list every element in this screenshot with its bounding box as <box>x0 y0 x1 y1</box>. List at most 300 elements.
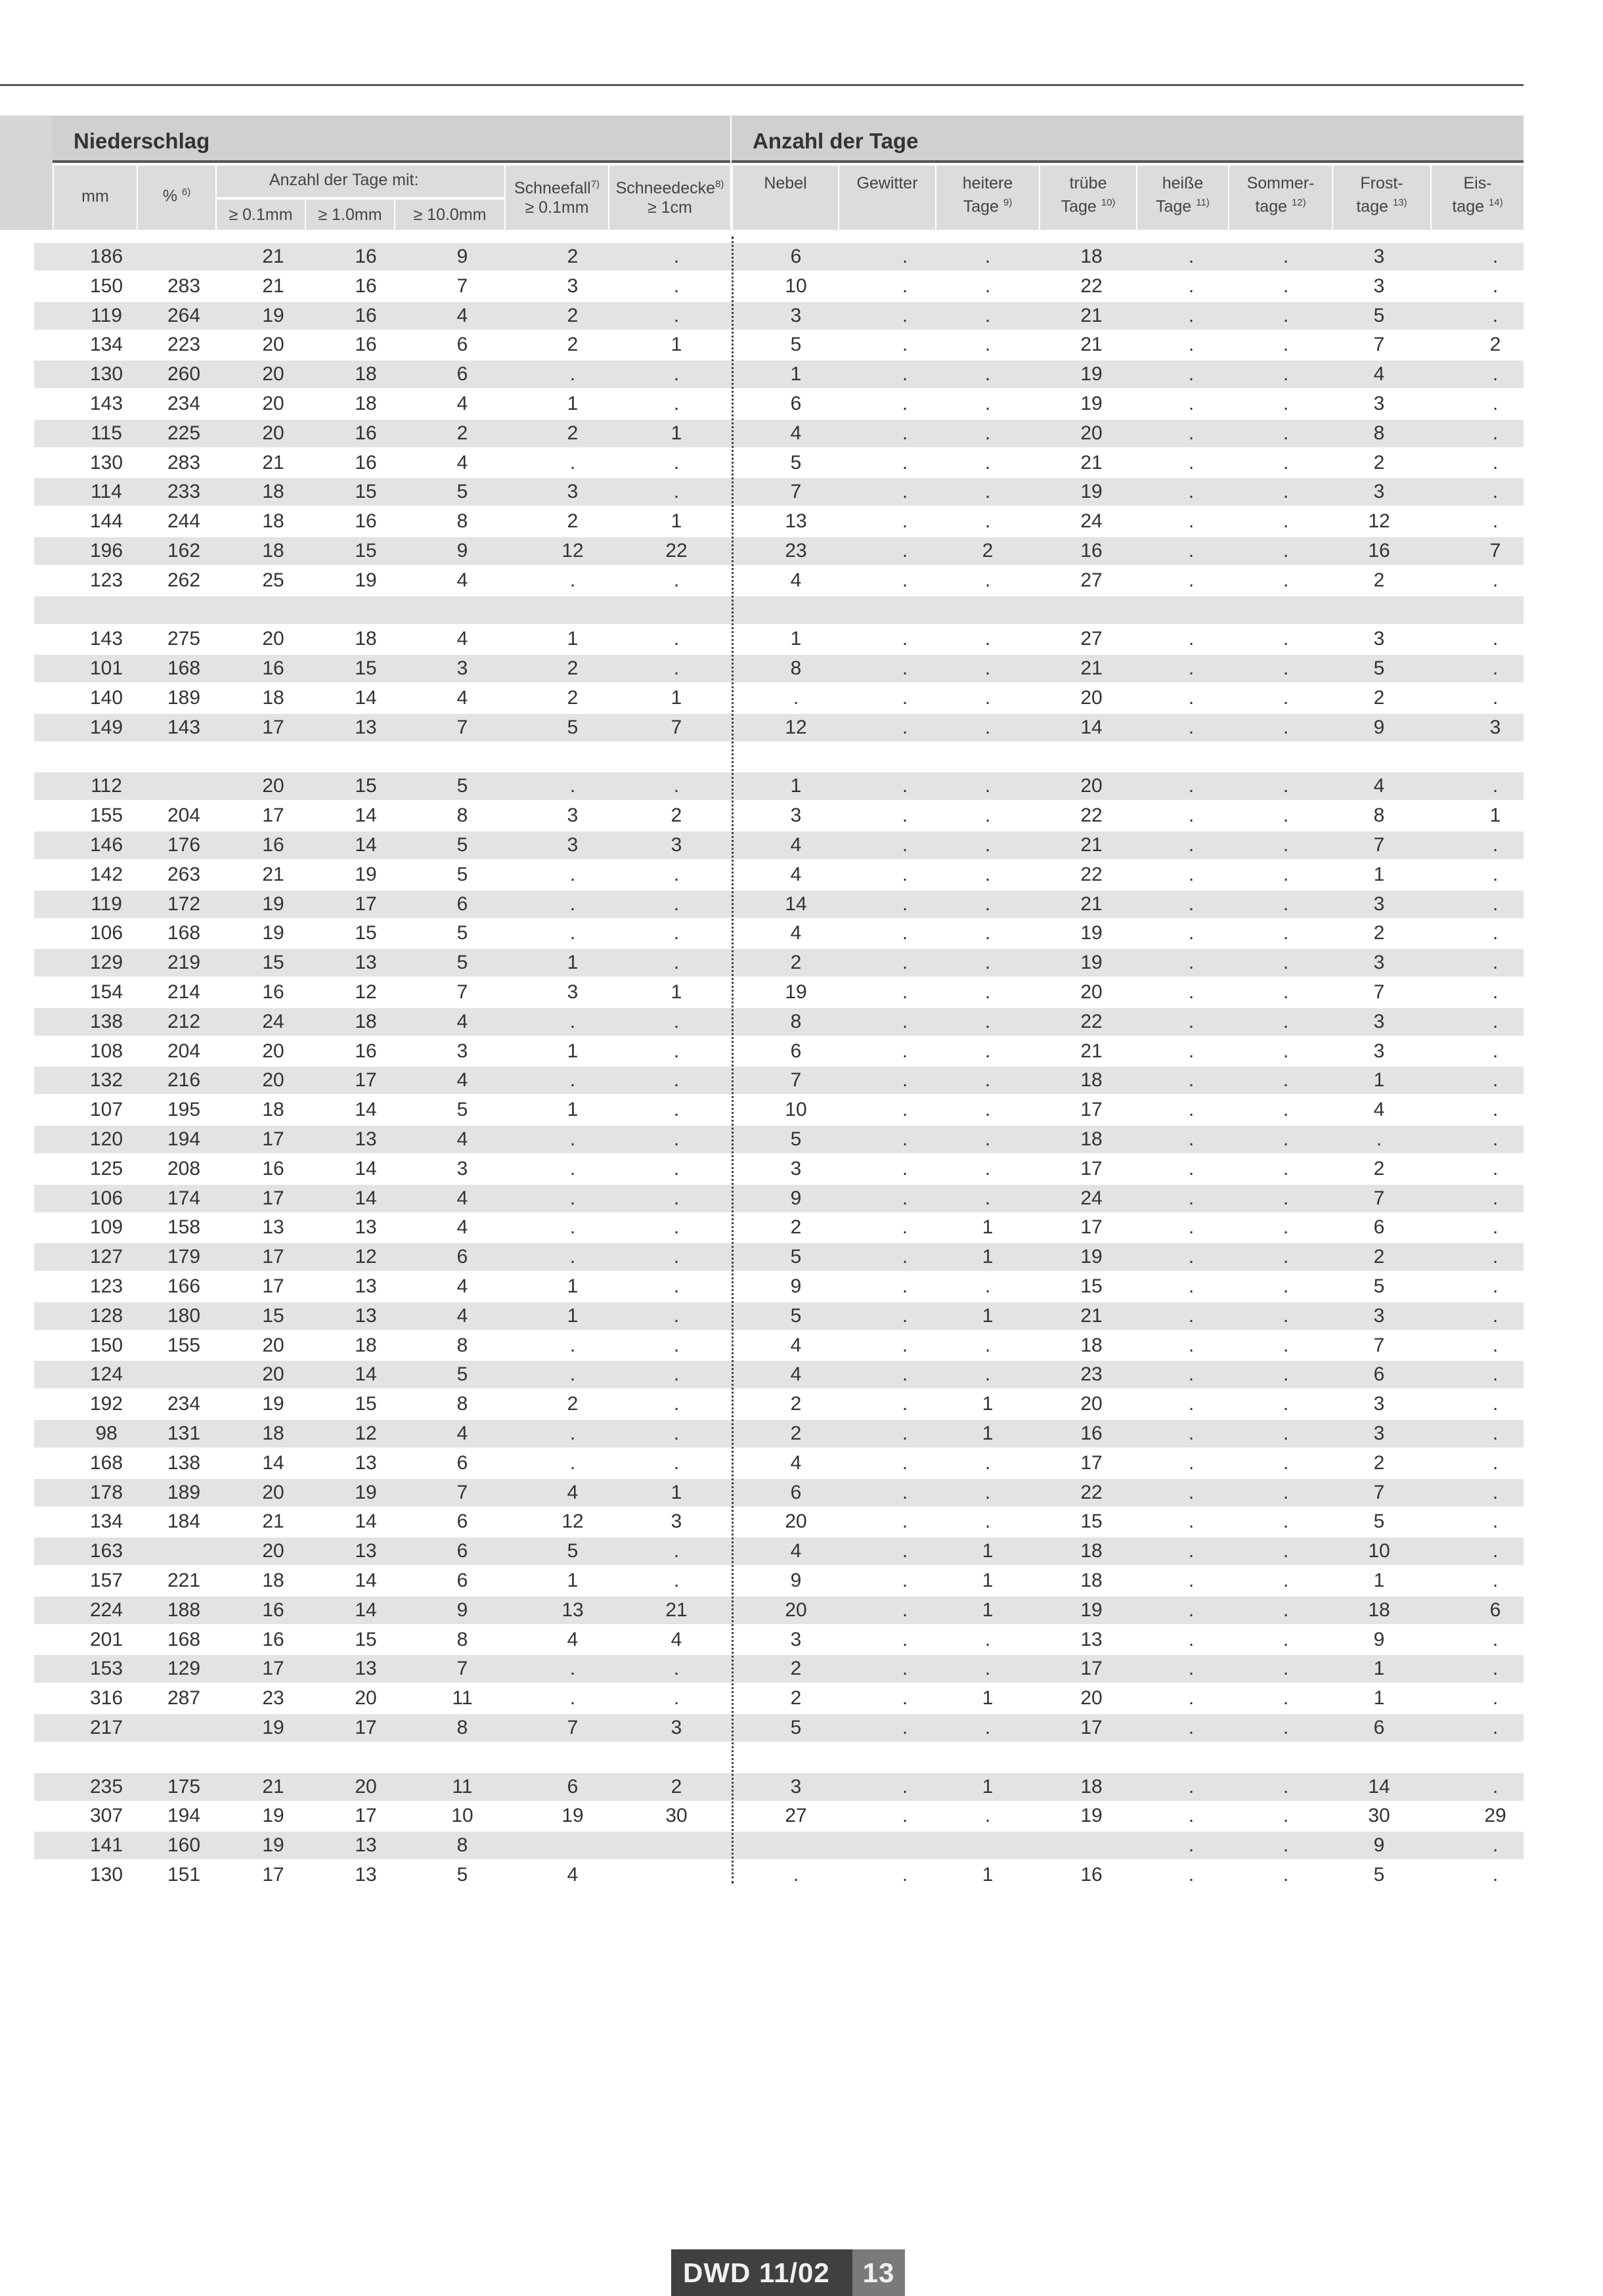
cell-heisse: . <box>1188 1570 1195 1591</box>
cell-mm: 143 <box>89 628 123 650</box>
cell-sommer: . <box>1283 1629 1289 1650</box>
cell-ge01: 17 <box>262 1128 284 1150</box>
cell-schneedecke: . <box>673 1099 680 1120</box>
cell-nebel: 8 <box>790 657 802 679</box>
cell-nebel: 2 <box>790 1216 802 1238</box>
cell-eis: . <box>1492 1658 1499 1679</box>
cell-sommer: . <box>1283 1335 1289 1356</box>
cell-heisse: . <box>1188 775 1195 797</box>
col-header-heisse-note: 11) <box>1196 197 1210 208</box>
cell-mm: 141 <box>89 1834 123 1856</box>
cell-nebel: 6 <box>790 246 802 267</box>
cell-mm: 123 <box>89 569 123 591</box>
cell-heisse: . <box>1188 1158 1195 1180</box>
cell-ge10: 17 <box>355 1717 377 1738</box>
cell-sommer: . <box>1283 893 1289 915</box>
cell-heisse: . <box>1188 1864 1195 1886</box>
cell-schneedecke: . <box>673 1128 680 1150</box>
cell-frost: 3 <box>1373 275 1385 297</box>
cell-pct: 189 <box>167 1482 201 1503</box>
cell-nebel: 4 <box>790 1335 802 1356</box>
cell-mm: 146 <box>89 834 123 856</box>
cell-eis: . <box>1492 628 1499 650</box>
cell-schneedecke: . <box>673 1423 680 1444</box>
cell-gewitter: . <box>902 628 908 650</box>
cell-nebel: 7 <box>790 1069 802 1091</box>
cell-mm: 153 <box>89 1658 123 1679</box>
table-row <box>34 1773 1524 1801</box>
cell-eis: . <box>1492 834 1499 856</box>
cell-mm: 129 <box>89 952 123 973</box>
cell-truebe: 17 <box>1080 1216 1103 1238</box>
section-divider <box>732 236 734 1884</box>
cell-sommer: . <box>1283 246 1289 267</box>
cell-truebe: 17 <box>1080 1452 1103 1474</box>
cell-heisse: . <box>1188 1040 1195 1062</box>
cell-schneedecke: 4 <box>670 1629 682 1650</box>
cell-frost: 10 <box>1368 1540 1390 1562</box>
cell-schneefall: 3 <box>567 481 579 502</box>
cell-truebe: 21 <box>1080 334 1103 355</box>
cell-sommer: . <box>1283 1540 1289 1562</box>
cell-heitere: . <box>984 1363 991 1385</box>
cell-ge10: 12 <box>355 1246 377 1268</box>
cell-ge10: 14 <box>355 687 377 709</box>
cell-mm: 109 <box>89 1216 123 1238</box>
cell-heitere: 1 <box>982 1246 994 1268</box>
cell-heitere: . <box>984 657 991 679</box>
table-row <box>34 1185 1524 1212</box>
col-header-schneedecke-label: Schneedecke <box>615 179 716 198</box>
cell-sommer: . <box>1283 1570 1289 1591</box>
col-header-heitere-label2: Tage <box>963 197 999 216</box>
cell-mm: 138 <box>89 1011 123 1032</box>
cell-truebe: 20 <box>1080 1687 1103 1709</box>
cell-gewitter: . <box>902 569 908 591</box>
cell-schneedecke: 21 <box>665 1599 688 1621</box>
cell-eis: . <box>1492 1482 1499 1503</box>
cell-schneedecke: . <box>673 1158 680 1180</box>
cell-gewitter: . <box>902 510 908 532</box>
cell-schneefall: . <box>569 1363 576 1385</box>
cell-ge100: 5 <box>456 864 468 885</box>
cell-pct: 214 <box>167 981 201 1003</box>
cell-heitere: . <box>984 952 991 973</box>
cell-schneedecke: 30 <box>665 1805 688 1826</box>
cell-mm: 128 <box>89 1305 123 1327</box>
cell-heisse: . <box>1188 805 1195 826</box>
cell-ge100: 7 <box>456 1658 468 1679</box>
cell-truebe: 27 <box>1080 569 1103 591</box>
cell-schneefall: 2 <box>567 687 579 709</box>
cell-frost: 9 <box>1373 717 1385 738</box>
cell-ge10: 13 <box>355 1834 377 1856</box>
cell-ge10: 13 <box>355 1128 377 1150</box>
table-row <box>34 1449 1524 1477</box>
cell-eis: . <box>1492 452 1499 474</box>
cell-nebel: 3 <box>790 1776 802 1798</box>
cell-sommer: . <box>1283 1717 1289 1738</box>
col-header-ge10: ≥ 1.0mm <box>305 198 394 230</box>
cell-mm: 114 <box>91 481 122 502</box>
cell-schneefall: 4 <box>567 1629 579 1650</box>
cell-eis: . <box>1492 1452 1499 1474</box>
cell-gewitter: . <box>902 1658 908 1679</box>
cell-heitere: . <box>984 510 991 532</box>
page-number: 13 <box>852 2249 905 2296</box>
cell-heisse: . <box>1188 628 1195 650</box>
cell-frost: 7 <box>1373 1335 1385 1356</box>
cell-nebel: 9 <box>790 1275 802 1297</box>
cell-nebel: 3 <box>790 305 802 326</box>
cell-sommer: . <box>1283 1805 1289 1826</box>
cell-truebe: 15 <box>1080 1275 1103 1297</box>
cell-schneefall: 2 <box>567 657 579 679</box>
col-header-schneefall-sub: ≥ 0.1mm <box>525 198 589 217</box>
cell-schneedecke: 1 <box>670 687 682 709</box>
cell-schneedecke: . <box>673 657 680 679</box>
cell-ge10: 16 <box>355 422 377 444</box>
cell-frost: 8 <box>1373 805 1385 826</box>
cell-sommer: . <box>1283 1099 1289 1120</box>
cell-ge100: 3 <box>456 1158 468 1180</box>
col-header-heisse-label2: Tage <box>1156 197 1192 216</box>
cell-sommer: . <box>1283 775 1289 797</box>
cell-ge10: 16 <box>355 334 377 355</box>
cell-ge01: 17 <box>262 1246 284 1268</box>
cell-gewitter: . <box>902 305 908 326</box>
cell-heisse: . <box>1188 1717 1195 1738</box>
left-header-shade <box>0 116 53 230</box>
cell-ge10: 16 <box>355 305 377 326</box>
col-header-pct-note: 6) <box>181 187 191 198</box>
cell-eis: . <box>1492 1187 1499 1209</box>
cell-sommer: . <box>1283 305 1289 326</box>
cell-sommer: . <box>1283 834 1289 856</box>
cell-nebel: 1 <box>790 628 802 650</box>
cell-pct: 260 <box>167 363 201 385</box>
cell-schneefall: . <box>569 1158 576 1180</box>
cell-schneefall: 12 <box>561 540 584 562</box>
cell-ge10: 14 <box>355 1158 377 1180</box>
cell-pct: 287 <box>167 1687 201 1709</box>
cell-schneedecke: . <box>673 1570 680 1591</box>
cell-nebel: 4 <box>790 1363 802 1385</box>
cell-frost: . <box>1376 1128 1382 1150</box>
cell-frost: 3 <box>1373 1393 1385 1415</box>
cell-truebe: 20 <box>1080 775 1103 797</box>
table-spacer-row <box>34 1744 1524 1771</box>
cell-ge100: 7 <box>456 717 468 738</box>
cell-sommer: . <box>1283 687 1289 709</box>
cell-gewitter: . <box>902 1482 908 1503</box>
cell-ge10: 19 <box>355 1482 377 1503</box>
cell-pct: 264 <box>167 305 201 326</box>
cell-heitere: . <box>984 1158 991 1180</box>
table-spacer-row <box>34 743 1524 771</box>
cell-heitere: . <box>984 1040 991 1062</box>
cell-ge10: 15 <box>355 1393 377 1415</box>
cell-sommer: . <box>1283 334 1289 355</box>
cell-heitere: . <box>984 1452 991 1474</box>
cell-heitere: 1 <box>982 1305 994 1327</box>
cell-frost: 1 <box>1373 1069 1385 1091</box>
cell-mm: 107 <box>89 1099 123 1120</box>
table-row <box>34 1155 1524 1183</box>
cell-nebel: 27 <box>785 1805 807 1826</box>
cell-ge01: 17 <box>262 1658 284 1679</box>
cell-pct: 262 <box>167 569 201 591</box>
cell-mm: 155 <box>89 805 123 826</box>
cell-heitere: . <box>984 893 991 915</box>
cell-eis: . <box>1492 922 1499 944</box>
cell-schneefall: . <box>569 1216 576 1238</box>
cell-ge10: 12 <box>355 981 377 1003</box>
cell-schneedecke: . <box>673 1246 680 1268</box>
cell-ge01: 19 <box>262 922 284 944</box>
cell-heisse: . <box>1188 1629 1195 1650</box>
cell-heisse: . <box>1188 864 1195 885</box>
cell-sommer: . <box>1283 1864 1289 1886</box>
cell-ge01: 19 <box>262 893 284 915</box>
cell-sommer: . <box>1283 393 1289 414</box>
section-niederschlag-title: Niederschlag <box>53 116 730 163</box>
cell-mm: 112 <box>91 775 122 797</box>
cell-heisse: . <box>1188 275 1195 297</box>
cell-heisse: . <box>1188 334 1195 355</box>
cell-ge01: 17 <box>262 1187 284 1209</box>
cell-ge100: 4 <box>456 569 468 591</box>
column-headers <box>53 166 1524 230</box>
cell-ge100: 6 <box>456 893 468 915</box>
cell-eis: . <box>1492 569 1499 591</box>
cell-ge100: 4 <box>456 1305 468 1327</box>
table-row <box>34 1243 1524 1271</box>
cell-nebel: 10 <box>785 275 807 297</box>
cell-ge01: 19 <box>262 1834 284 1856</box>
cell-eis: . <box>1492 1099 1499 1120</box>
cell-heitere: . <box>984 864 991 885</box>
cell-pct: 219 <box>167 952 201 973</box>
cell-gewitter: . <box>902 540 908 562</box>
cell-gewitter: . <box>902 1363 908 1385</box>
cell-mm: 124 <box>89 1363 123 1385</box>
table-row <box>34 1508 1524 1535</box>
cell-sommer: . <box>1283 657 1289 679</box>
cell-ge100: 10 <box>451 1805 473 1826</box>
cell-nebel: 4 <box>790 422 802 444</box>
cell-frost: 3 <box>1373 893 1385 915</box>
cell-frost: 12 <box>1368 510 1390 532</box>
cell-ge01: 21 <box>262 246 284 267</box>
cell-nebel: 20 <box>785 1599 807 1621</box>
table-row <box>34 361 1524 388</box>
cell-heitere: . <box>984 305 991 326</box>
table-row <box>34 1273 1524 1300</box>
table-row <box>34 1302 1524 1330</box>
cell-eis: . <box>1492 1776 1499 1798</box>
col-header-nebel <box>732 166 838 230</box>
cell-heitere: . <box>984 1629 991 1650</box>
cell-gewitter: . <box>902 1599 908 1621</box>
cell-ge01: 25 <box>262 569 284 591</box>
cell-truebe: 16 <box>1080 1423 1103 1444</box>
cell-heitere: . <box>984 481 991 502</box>
table-row <box>34 567 1524 594</box>
cell-ge100: 7 <box>456 981 468 1003</box>
cell-heitere: 1 <box>982 1216 994 1238</box>
cell-ge100: 7 <box>456 1482 468 1503</box>
col-header-sommer-note: 12) <box>1291 197 1306 208</box>
cell-eis: . <box>1492 1393 1499 1415</box>
cell-schneedecke: . <box>673 481 680 502</box>
col-header-mm-label: mm <box>81 187 109 206</box>
table-row <box>34 508 1524 535</box>
cell-truebe: 19 <box>1080 393 1103 414</box>
cell-pct: 184 <box>167 1511 201 1532</box>
cell-heisse: . <box>1188 1482 1195 1503</box>
cell-heitere: . <box>984 687 991 709</box>
col-header-truebe <box>1039 166 1136 230</box>
cell-frost: 7 <box>1373 1482 1385 1503</box>
cell-heisse: . <box>1188 1069 1195 1091</box>
cell-frost: 1 <box>1373 1658 1385 1679</box>
cell-ge100: 8 <box>456 1717 468 1738</box>
cell-sommer: . <box>1283 452 1289 474</box>
cell-eis: 3 <box>1489 717 1501 738</box>
cell-eis: . <box>1492 657 1499 679</box>
cell-pct: 225 <box>167 422 201 444</box>
cell-eis: . <box>1492 1011 1499 1032</box>
footer-label: DWD 11/02 <box>683 2257 830 2288</box>
cell-mm: 119 <box>91 305 122 326</box>
cell-sommer: . <box>1283 1275 1289 1297</box>
cell-schneedecke: . <box>673 305 680 326</box>
cell-frost: 5 <box>1373 1275 1385 1297</box>
col-header-heitere <box>935 166 1039 230</box>
cell-pct: 194 <box>167 1805 201 1826</box>
cell-schneedecke: . <box>673 1540 680 1562</box>
table-row <box>34 1861 1524 1889</box>
cell-gewitter: . <box>902 1393 908 1415</box>
table-row <box>34 802 1524 829</box>
cell-ge100: 6 <box>456 363 468 385</box>
cell-ge01: 17 <box>262 1275 284 1297</box>
cell-ge10: 13 <box>355 1540 377 1562</box>
table-row <box>34 302 1524 330</box>
cell-truebe: 17 <box>1080 1658 1103 1679</box>
cell-schneedecke: . <box>673 275 680 297</box>
cell-frost: 6 <box>1373 1717 1385 1738</box>
cell-nebel: 14 <box>785 893 807 915</box>
cell-truebe: 18 <box>1080 1128 1103 1150</box>
cell-schneedecke: . <box>673 1335 680 1356</box>
cell-frost: 3 <box>1373 952 1385 973</box>
table-row <box>34 1802 1524 1830</box>
cell-ge100: 6 <box>456 1570 468 1591</box>
table-row <box>34 390 1524 418</box>
cell-frost: 9 <box>1373 1629 1385 1650</box>
cell-frost: 2 <box>1373 922 1385 944</box>
cell-pct: 223 <box>167 334 201 355</box>
table-row <box>34 1479 1524 1507</box>
cell-truebe: 21 <box>1080 834 1103 856</box>
cell-truebe: 21 <box>1080 657 1103 679</box>
cell-schneefall: . <box>569 1246 576 1268</box>
cell-schneedecke: . <box>673 864 680 885</box>
cell-eis: 1 <box>1489 805 1501 826</box>
cell-truebe: 16 <box>1080 1864 1103 1886</box>
cell-gewitter: . <box>902 834 908 856</box>
cell-ge100: 5 <box>456 952 468 973</box>
cell-pct: 158 <box>167 1216 201 1238</box>
cell-ge01: 24 <box>262 1011 284 1032</box>
cell-ge01: 18 <box>262 1099 284 1120</box>
cell-ge10: 16 <box>355 246 377 267</box>
cell-gewitter: . <box>902 981 908 1003</box>
cell-ge10: 14 <box>355 1570 377 1591</box>
cell-frost: 3 <box>1373 1040 1385 1062</box>
cell-ge01: 21 <box>262 452 284 474</box>
cell-schneefall: 6 <box>567 1776 579 1798</box>
cell-truebe: 21 <box>1080 893 1103 915</box>
col-header-schneefall-label: Schneefall <box>514 179 591 198</box>
col-header-heitere-note: 9) <box>1003 197 1013 208</box>
cell-mm: 134 <box>89 334 123 355</box>
col-header-heitere-label: heitere <box>962 174 1013 192</box>
cell-schneedecke: . <box>673 628 680 650</box>
cell-mm: 143 <box>89 393 123 414</box>
cell-nebel: 3 <box>790 1158 802 1180</box>
cell-schneedecke: . <box>673 1275 680 1297</box>
table-row <box>34 449 1524 477</box>
cell-pct: 194 <box>167 1128 201 1150</box>
cell-heisse: . <box>1188 981 1195 1003</box>
cell-ge01: 17 <box>262 1864 284 1886</box>
cell-heisse: . <box>1188 305 1195 326</box>
table-row <box>34 919 1524 947</box>
cell-frost: 3 <box>1373 246 1385 267</box>
cell-frost: 30 <box>1368 1805 1390 1826</box>
cell-ge01: 20 <box>262 1040 284 1062</box>
cell-ge01: 19 <box>262 1805 284 1826</box>
cell-truebe: 24 <box>1080 510 1103 532</box>
cell-ge100: 8 <box>456 1834 468 1856</box>
cell-heisse: . <box>1188 657 1195 679</box>
cell-ge10: 18 <box>355 363 377 385</box>
cell-ge10: 16 <box>355 452 377 474</box>
cell-nebel: 9 <box>790 1570 802 1591</box>
cell-truebe: 21 <box>1080 452 1103 474</box>
cell-heisse: . <box>1188 1099 1195 1120</box>
cell-heisse: . <box>1188 1540 1195 1562</box>
cell-ge01: 18 <box>262 540 284 562</box>
cell-nebel: 19 <box>785 981 807 1003</box>
table-row <box>34 243 1524 271</box>
cell-sommer: . <box>1283 1834 1289 1856</box>
cell-ge100: 11 <box>452 1776 473 1798</box>
cell-ge10: 15 <box>355 481 377 502</box>
col-header-schneefall-note: 7) <box>590 179 600 190</box>
cell-ge01: 23 <box>262 1687 284 1709</box>
cell-ge10: 13 <box>355 1275 377 1297</box>
cell-eis: . <box>1492 1717 1499 1738</box>
cell-schneefall: 7 <box>567 1717 579 1738</box>
cell-heitere: . <box>984 246 991 267</box>
table-row <box>34 1655 1524 1683</box>
cell-sommer: . <box>1283 1776 1289 1798</box>
cell-ge100: 9 <box>456 540 468 562</box>
